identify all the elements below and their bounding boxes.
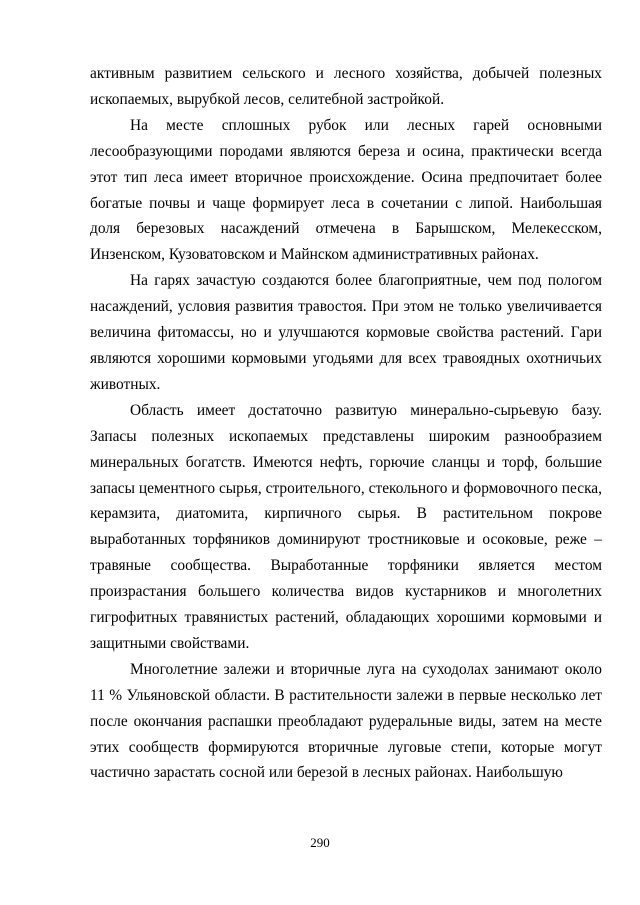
body-text xyxy=(90,61,602,786)
paragraph-4: Область имеет достаточно развитую минерально-сырьевую базу. Запасы полезных ископаемых представлены широким разнообразием минеральных богатств. Имеются нефть, горючие сланцы и торф, большие запасы цементного сырья, строительного, стекольного и формовочного песка, керамзита, диатомита, кирпичного сырья. В растительном покрове выработанных торфяников доминируют тростниковые и осоковые, реже – травяные сообщества. Выработанные торфяники является местом произрастания большего количества видов кустарников и многолетних гигрофитных травянистых растений, обладающих хорошими кормовыми и защитными свойствами. xyxy=(90,401,602,652)
paragraph-3: На гарях зачастую создаются более благоприятные, чем под пологом насаждений, условия развития травостоя. При этом не только увеличивается величина фитомассы, но и улучшаются кормовые свойства растений. Гари являются хорошими кормовыми угодьями для всех травоядных охотничьих животных. xyxy=(90,272,602,393)
page-number: 290 xyxy=(310,835,330,850)
paragraph-1-continuation: активным развитием сельского и лесного хозяйства, добычей полезных ископаемых, вырубкой лесов, селитебной застройкой. xyxy=(90,65,602,108)
paragraph-5: Многолетние залежи и вторичные луга на суходолах занимают около 11 % Ульяновской области. В растительности залежи в первые несколько лет после окончания распашки преобладают рудеральные виды, затем на месте этих сообществ формируются вторичные луговые степи, которые могут частично зарастать сосной или березой в лесных районах. Наибольшую xyxy=(90,660,602,782)
paragraph-2: На месте сплошных рубок или лесных гарей основными лесообразующими породами являются береза и осина, практически всегда этот тип леса имеет вторичное происхождение. Осина предпочитает более богатые почвы и чаще формирует леса в сочетании с липой. Наибольшая доля березовых насаждений отмечена в Барышском, Мелекесском, Инзенском, Кузоватовском и Майнском административных районах. xyxy=(90,116,602,264)
